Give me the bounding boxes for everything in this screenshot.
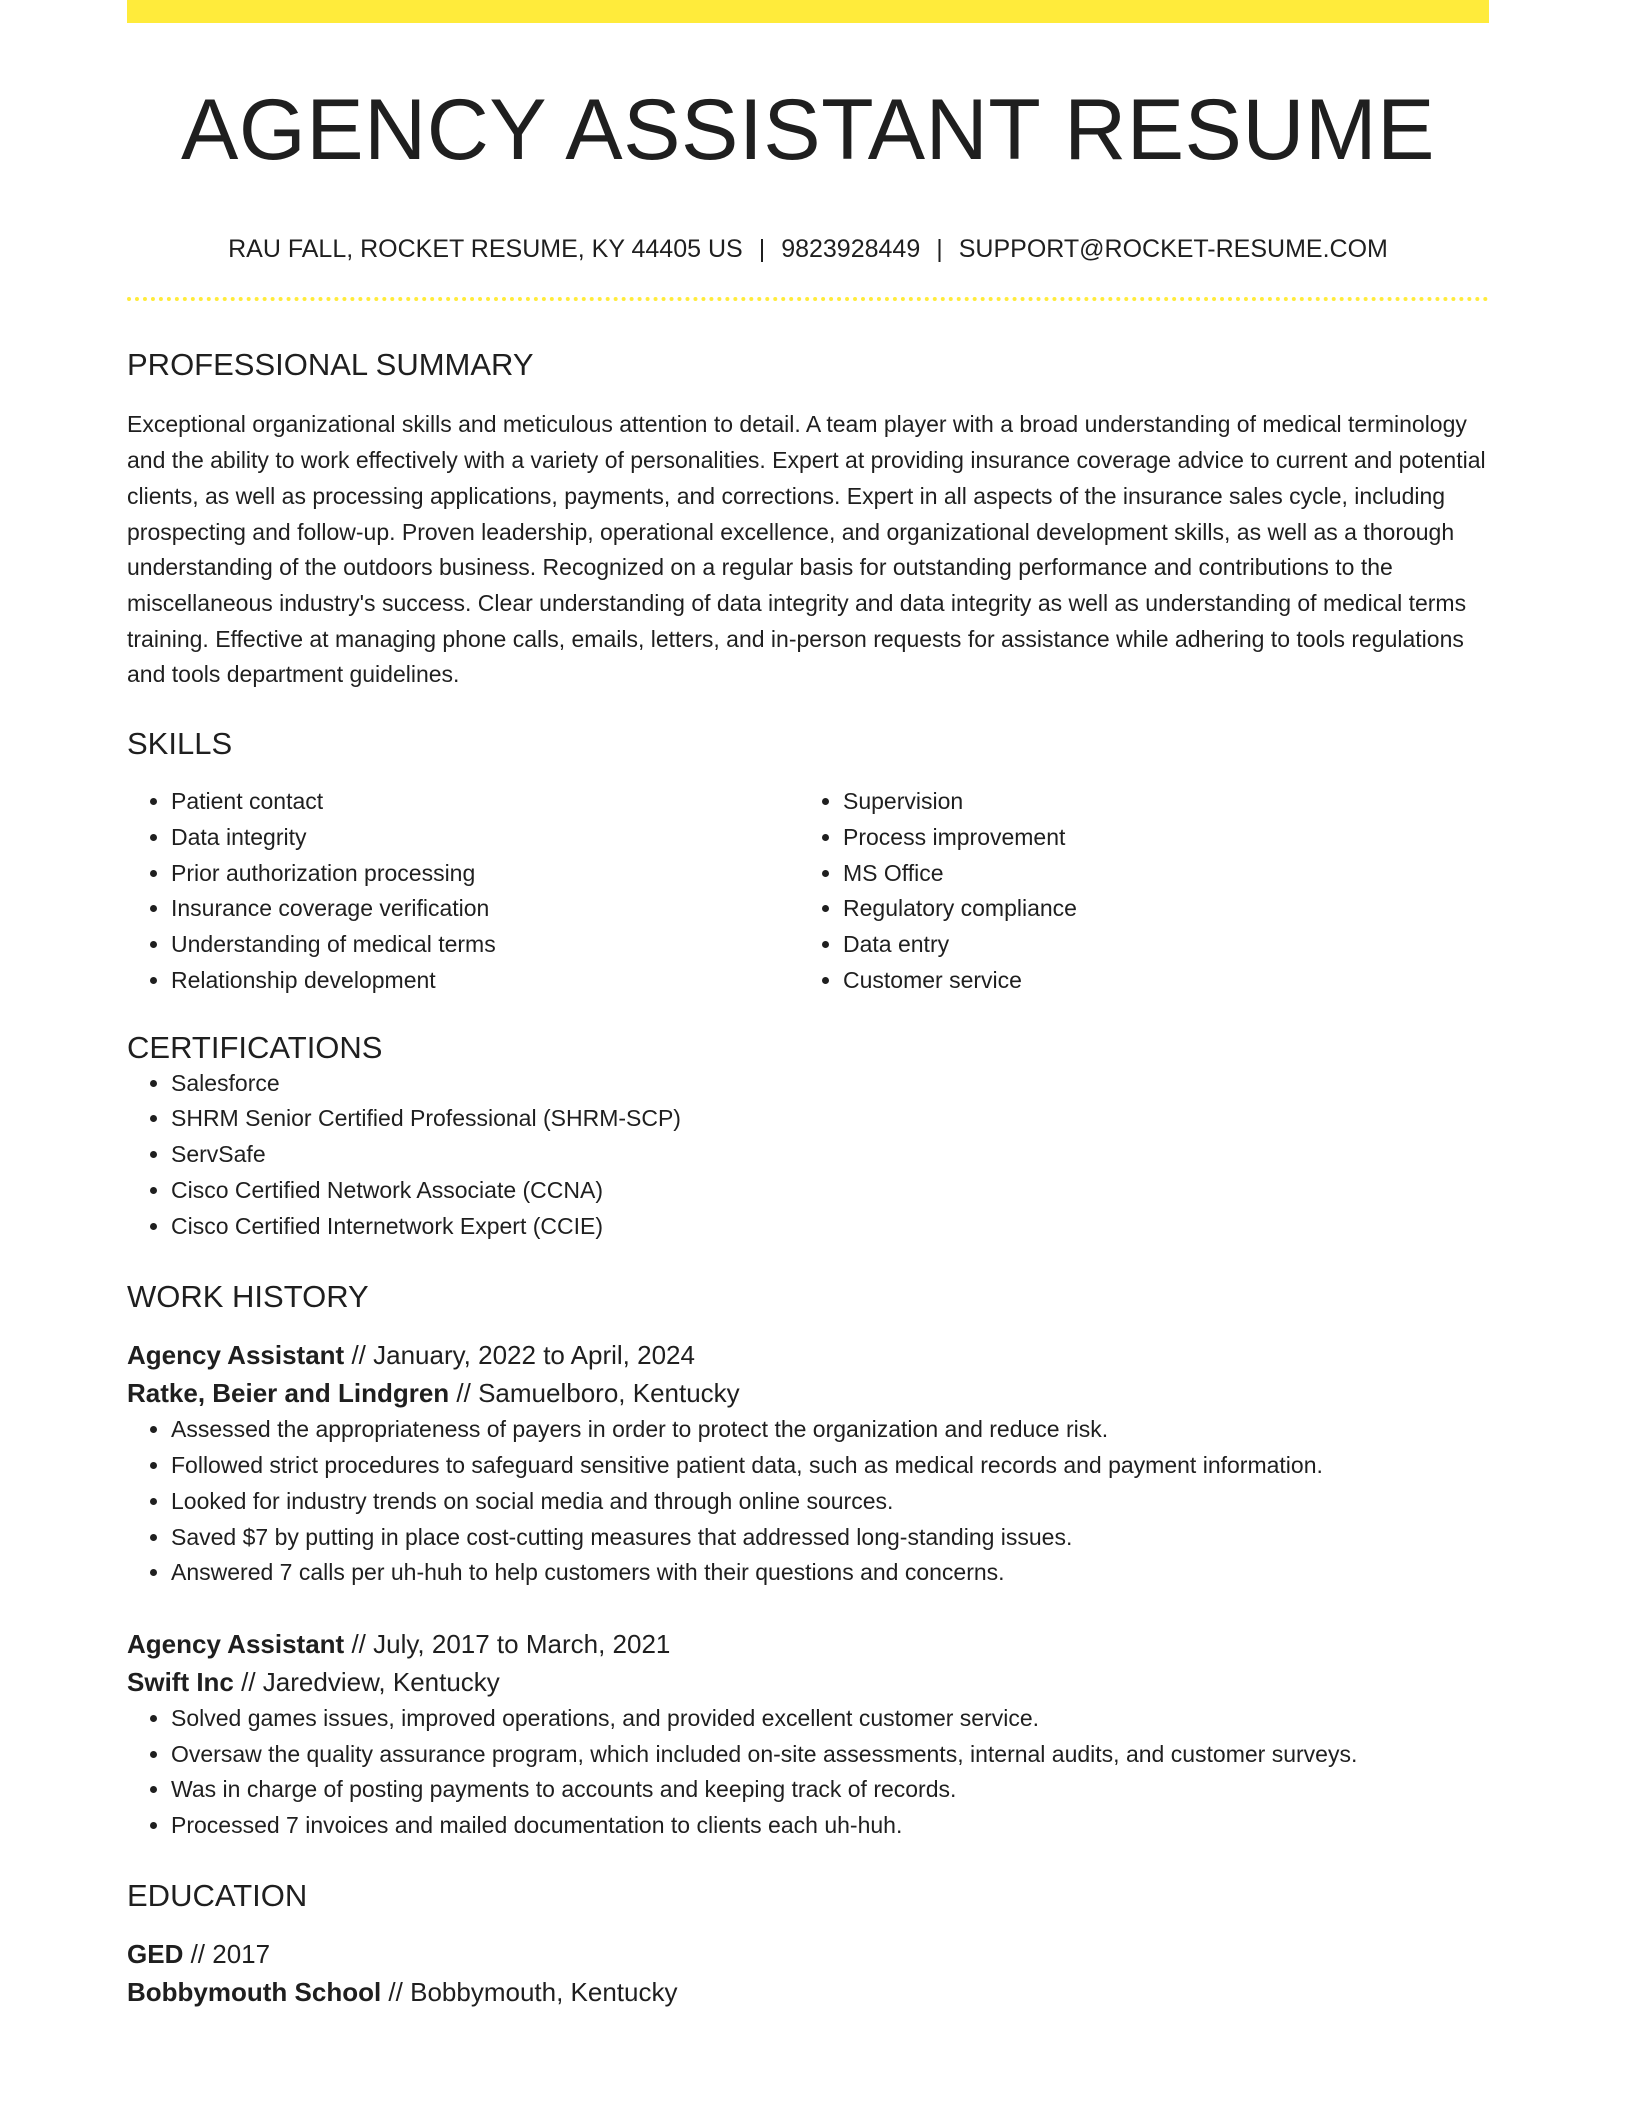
job-dates: // July, 2017 to March, 2021 (344, 1628, 671, 1659)
job-duty-item: • Processed 7 invoices and mailed documentation to clients each uh-huh. (171, 1808, 1489, 1844)
contact-separator: | (936, 235, 943, 264)
job-entry (127, 1625, 1489, 1844)
skill-item: • Understanding of medical terms (171, 927, 799, 963)
job-title-line (127, 1336, 1489, 1374)
skill-item: • Insurance coverage verification (171, 891, 799, 927)
education-location: // Bobbymouth, Kentucky (381, 1976, 678, 2007)
skills-list-right (799, 784, 1471, 998)
education-school: Bobbymouth School (127, 1976, 382, 2007)
certifications-list (127, 1066, 1489, 1245)
skills-heading: SKILLS (127, 726, 233, 762)
certification-item: • ServSafe (171, 1137, 1489, 1173)
skill-item: • Prior authorization processing (171, 856, 799, 892)
education-school-line (127, 1973, 1489, 2011)
job-company-line (127, 1374, 1489, 1412)
job-title-line (127, 1625, 1489, 1663)
contact-phone: 9823928449 (781, 235, 921, 264)
job-dates: // January, 2022 to April, 2024 (344, 1340, 695, 1371)
job-company: Swift Inc (127, 1666, 234, 1697)
resume-page (127, 0, 1489, 2011)
skill-item: • Regulatory compliance (843, 891, 1471, 927)
summary-heading: PROFESSIONAL SUMMARY (127, 347, 534, 383)
education-degree-line (127, 1935, 1489, 1973)
job-duty-item: • Solved games issues, improved operations, and provided excellent customer service. (171, 1701, 1489, 1737)
education-degree: GED (127, 1938, 184, 1969)
job-duty-item: • Answered 7 calls per uh-huh to help customers with their questions and concerns. (171, 1555, 1489, 1591)
contact-address: RAU FALL, ROCKET RESUME, KY 44405 US (228, 235, 743, 264)
contact-line (127, 234, 1489, 264)
job-entry (127, 1336, 1489, 1591)
dotted-divider (127, 297, 1489, 301)
job-duty-item: • Followed strict procedures to safeguard sensitive patient data, such as medical records and payment information. (171, 1448, 1489, 1484)
skill-item: • Supervision (843, 784, 1471, 820)
summary-text: Exceptional organizational skills and meticulous attention to detail. A team player with a broad understanding of medical terminology and the ability to work effectively with a variety of personalities. Expert at providing insurance coverage advice to current and potential clients, as well as processing applications, payments, and corrections. Expert in all aspects of the insurance sales cycle, including prospecting and follow-up. Proven leadership, operational excellence, and organizational development skills, as well as a thorough understanding of the outdoors business. Recognized on a regular basis for outstanding performance and contributions to the miscellaneous industry's success. Clear understanding of data integrity and data integrity as well as understanding of medical terms training. Effective at managing phone calls, emails, letters, and in-person requests for assistance while adhering to tools regulations and tools department guidelines. (127, 411, 1486, 688)
job-duty-item: • Oversaw the quality assurance program, which included on-site assessments, internal audits, and customer surveys. (171, 1737, 1489, 1773)
certification-item: • Cisco Certified Internetwork Expert (CCIE) (171, 1209, 1489, 1245)
skill-item: • Data integrity (171, 820, 799, 856)
skills-column-left (127, 784, 799, 998)
certification-item: • Salesforce (171, 1066, 1489, 1102)
job-company: Ratke, Beier and Lindgren (127, 1378, 450, 1409)
skills-grid (127, 784, 1489, 998)
skills-column-right (799, 784, 1471, 998)
certification-item: • Cisco Certified Network Associate (CCNA) (171, 1173, 1489, 1209)
certification-item: • SHRM Senior Certified Professional (SHRM-SCP) (171, 1101, 1489, 1137)
skills-list-left (127, 784, 799, 998)
skill-item: • Relationship development (171, 963, 799, 999)
job-location: // Jaredview, Kentucky (233, 1666, 500, 1697)
skill-item: • Data entry (843, 927, 1471, 963)
contact-separator: | (758, 235, 766, 264)
education-heading: EDUCATION (127, 1877, 308, 1913)
skill-item: • Patient contact (171, 784, 799, 820)
job-duty-item: • Looked for industry trends on social media and through online sources. (171, 1484, 1489, 1520)
work-history-heading: WORK HISTORY (127, 1279, 369, 1315)
job-duties-list (127, 1412, 1489, 1591)
job-title: Agency Assistant (127, 1628, 345, 1659)
job-location: // Samuelboro, Kentucky (449, 1378, 740, 1409)
job-duties-list (127, 1701, 1489, 1844)
resume-title: AGENCY ASSISTANT RESUME (180, 82, 1436, 178)
contact-email: SUPPORT@ROCKET-RESUME.COM (958, 235, 1388, 264)
skill-item: • MS Office (843, 856, 1471, 892)
skill-item: • Customer service (843, 963, 1471, 999)
skill-item: • Process improvement (843, 820, 1471, 856)
job-duty-item: • Assessed the appropriateness of payers in order to protect the organization and reduce risk. (171, 1412, 1489, 1448)
job-title: Agency Assistant (127, 1340, 345, 1371)
certifications-heading: CERTIFICATIONS (127, 1029, 383, 1065)
job-duty-item: • Saved $7 by putting in place cost-cutting measures that addressed long-standing issues. (171, 1520, 1489, 1556)
job-duty-item: • Was in charge of posting payments to accounts and keeping track of records. (171, 1772, 1489, 1808)
education-year: // 2017 (183, 1938, 271, 1969)
accent-top-bar (127, 0, 1489, 23)
job-company-line (127, 1663, 1489, 1701)
